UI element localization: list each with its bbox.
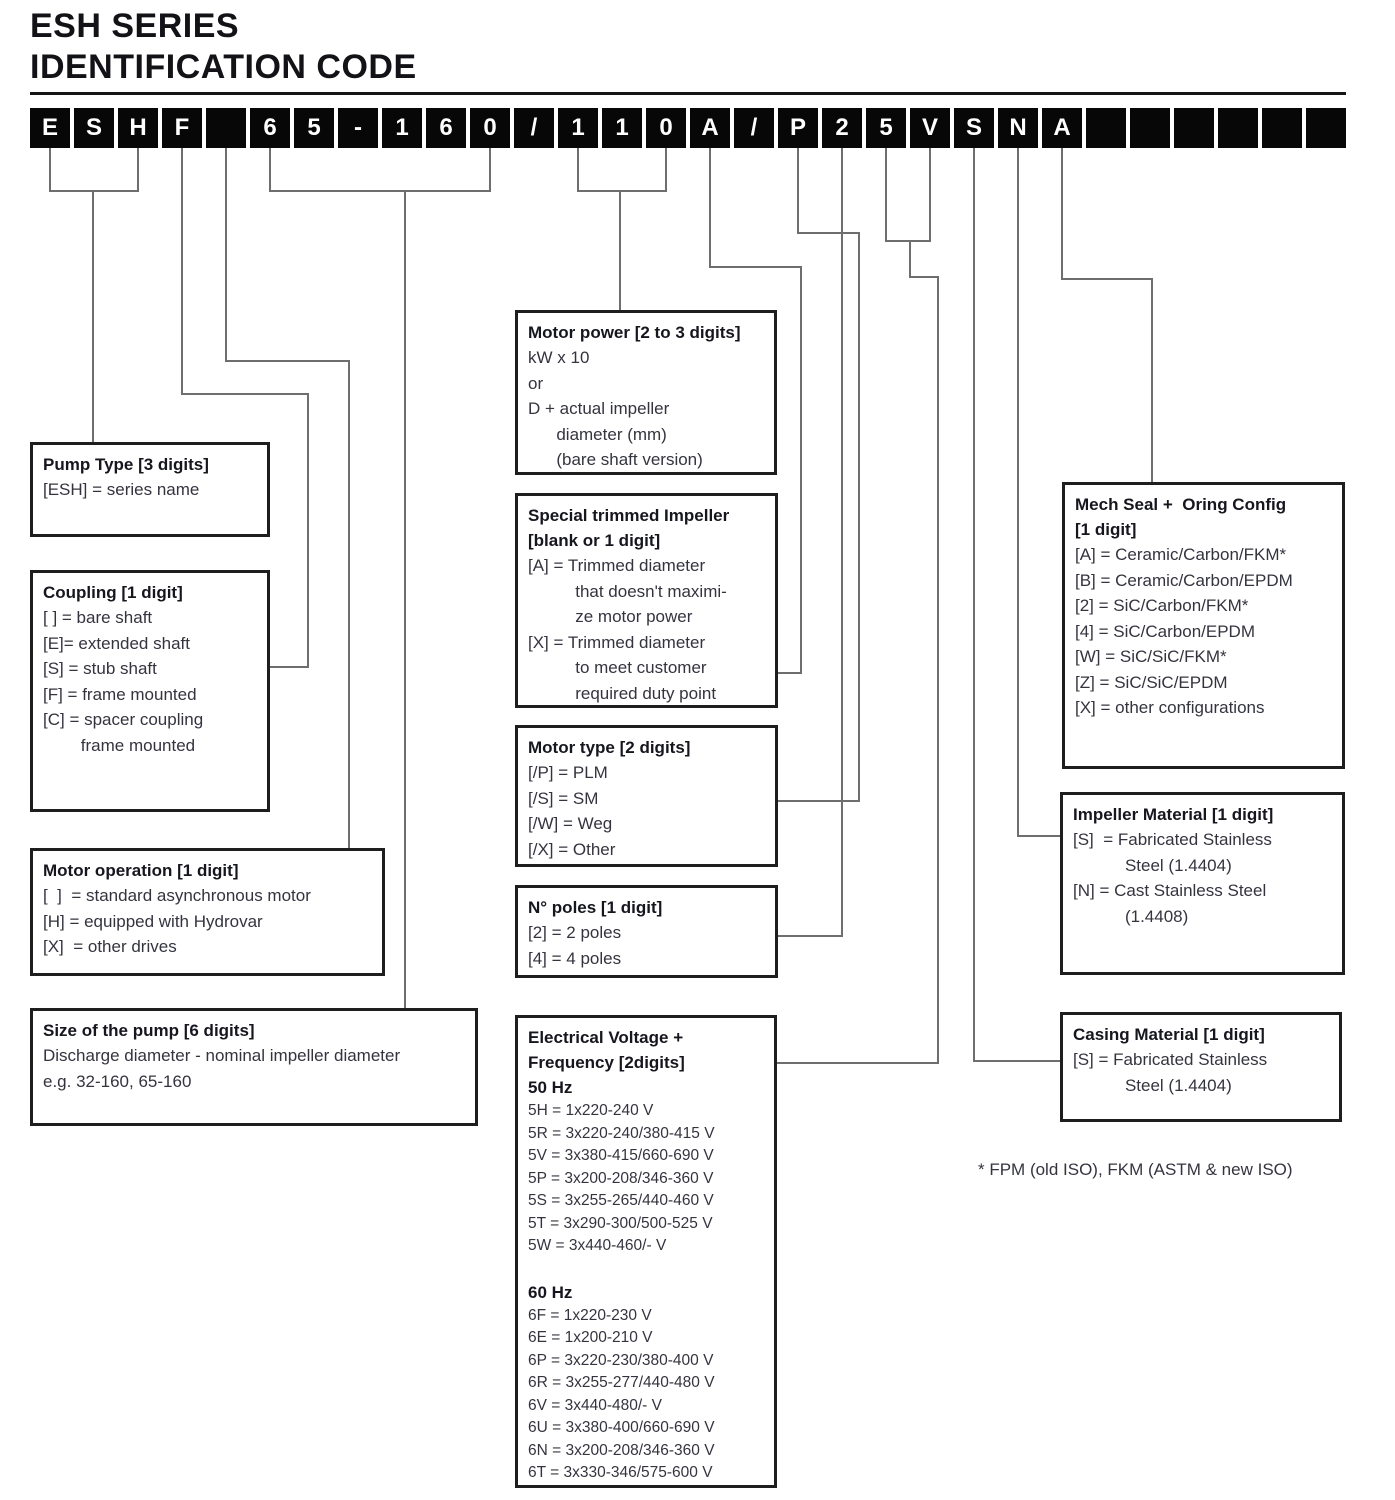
text-line: or bbox=[528, 373, 544, 393]
text-line: kW x 10 bbox=[528, 348, 590, 367]
box-title: Casing Material [1 digit] bbox=[1073, 1025, 1265, 1044]
connector-line bbox=[225, 148, 227, 362]
code-cell: F bbox=[162, 108, 202, 148]
connector-line bbox=[858, 232, 860, 802]
code-cell bbox=[1086, 108, 1126, 148]
label-box-coupling bbox=[30, 570, 270, 812]
connector-line bbox=[777, 1062, 939, 1064]
connector-line bbox=[404, 190, 406, 1008]
box-lines bbox=[528, 1100, 766, 1258]
code-cell: V bbox=[910, 108, 950, 148]
text-line: [S] = Fabricated Stainless bbox=[1073, 1050, 1268, 1069]
code-cell: 0 bbox=[470, 108, 510, 148]
connector-line bbox=[225, 360, 350, 362]
box-title: N° poles [1 digit] bbox=[528, 898, 663, 917]
box-title-line2: [1 digit] bbox=[1075, 520, 1137, 539]
connector-line bbox=[619, 190, 621, 310]
footnote: * FPM (old ISO), FKM (ASTM & new ISO) bbox=[978, 1160, 1293, 1179]
box-lines bbox=[43, 883, 374, 960]
connector-line bbox=[348, 360, 350, 848]
box-title: Motor type [2 digits] bbox=[528, 738, 691, 757]
text-line: [N] = Cast Stainless Steel bbox=[1073, 881, 1267, 900]
box-title-line2: Frequency [2digits] bbox=[528, 1053, 685, 1072]
box-title: Motor operation [1 digit] bbox=[43, 861, 239, 880]
box-title: Impeller Material [1 digit] bbox=[1073, 805, 1274, 824]
connector-line bbox=[709, 148, 711, 268]
text-line: [/S] = SM bbox=[528, 788, 599, 808]
box-lines bbox=[528, 553, 767, 706]
connector-line bbox=[1061, 278, 1153, 280]
code-cell: A bbox=[1042, 108, 1082, 148]
box-lines bbox=[43, 477, 259, 503]
text-line: 6T = 3x330-346/575-600 V bbox=[528, 1464, 713, 1481]
connector-line bbox=[937, 276, 939, 1064]
box-lines bbox=[528, 920, 767, 971]
voltage-section-header: 60 Hz bbox=[528, 1282, 573, 1302]
connector-line bbox=[269, 148, 271, 192]
text-line: [/P] = PLM bbox=[528, 763, 608, 782]
text-line: (bare shaft version) bbox=[528, 450, 703, 469]
box-title: Electrical Voltage + bbox=[528, 1028, 684, 1047]
box-lines bbox=[528, 760, 767, 862]
page-title bbox=[30, 6, 417, 88]
code-cell: / bbox=[734, 108, 774, 148]
label-box-pump-type bbox=[30, 442, 270, 537]
text-line: D + actual impeller bbox=[528, 399, 670, 418]
code-cell bbox=[1130, 108, 1170, 148]
connector-line bbox=[92, 190, 94, 442]
page-title-line1: ESH SERIES bbox=[30, 7, 240, 45]
text-line: [H] = equipped with Hydrovar bbox=[43, 911, 263, 931]
text-line: [F] = frame mounted bbox=[43, 684, 197, 704]
text-line: 5P = 3x200-208/346-360 V bbox=[528, 1169, 714, 1187]
text-line: 5H = 1x220-240 V bbox=[528, 1102, 654, 1119]
code-cell: S bbox=[954, 108, 994, 148]
text-line: that doesn't maximi- bbox=[528, 581, 727, 601]
page-title-line2: IDENTIFICATION CODE bbox=[30, 48, 417, 86]
connector-line bbox=[909, 240, 911, 278]
text-line: [X] = Trimmed diameter bbox=[528, 632, 706, 652]
connector-line bbox=[181, 393, 309, 395]
box-lines bbox=[528, 1305, 766, 1485]
connector-line bbox=[841, 148, 843, 937]
code-cell: 1 bbox=[558, 108, 598, 148]
code-cell: 5 bbox=[866, 108, 906, 148]
code-cell: 6 bbox=[250, 108, 290, 148]
text-line: to meet customer bbox=[528, 658, 707, 677]
connector-line bbox=[181, 148, 183, 395]
text-line: e.g. 32-160, 65-160 bbox=[43, 1071, 192, 1091]
connector-line bbox=[137, 148, 139, 192]
label-box-motor-power bbox=[515, 310, 777, 475]
label-box-poles bbox=[515, 885, 778, 978]
text-line: 6R = 3x255-277/440-480 V bbox=[528, 1374, 715, 1391]
code-cell: S bbox=[74, 108, 114, 148]
text-line: required duty point bbox=[528, 683, 717, 703]
text-line: [/X] = Other bbox=[528, 839, 616, 859]
box-title: Size of the pump [6 digits] bbox=[43, 1021, 255, 1040]
text-line: [ ] = standard asynchronous motor bbox=[43, 886, 311, 905]
text-line: 5T = 3x290-300/500-525 V bbox=[528, 1214, 713, 1232]
connector-line bbox=[885, 148, 887, 242]
code-cell bbox=[1262, 108, 1302, 148]
text-line: 6N = 3x200-208/346-360 V bbox=[528, 1441, 715, 1459]
connector-line bbox=[778, 935, 843, 937]
connector-line bbox=[1061, 148, 1063, 280]
text-line: [E]= extended shaft bbox=[43, 633, 190, 653]
text-line: 5R = 3x220-240/380-415 V bbox=[528, 1124, 715, 1142]
text-line: 6V = 3x440-480/- V bbox=[528, 1396, 662, 1414]
text-line: [B] = Ceramic/Carbon/EPDM bbox=[1075, 570, 1293, 590]
connector-line bbox=[778, 800, 860, 802]
connector-line bbox=[800, 266, 802, 674]
connector-line bbox=[49, 148, 51, 192]
label-box-voltage bbox=[515, 1015, 777, 1488]
connector-line bbox=[577, 148, 579, 192]
box-title: Special trimmed Impeller bbox=[528, 506, 730, 525]
text-line: 5W = 3x440-460/- V bbox=[528, 1237, 667, 1254]
text-line: Discharge diameter - nominal impeller diameter bbox=[43, 1046, 401, 1065]
box-title-line2: [blank or 1 digit] bbox=[528, 531, 661, 550]
text-line: Steel (1.4404) bbox=[1073, 1075, 1232, 1095]
label-box-casing-material bbox=[1060, 1012, 1342, 1122]
code-cell: E bbox=[30, 108, 70, 148]
code-cell: H bbox=[118, 108, 158, 148]
connector-line bbox=[709, 266, 802, 268]
text-line: [2] = SiC/Carbon/FKM* bbox=[1075, 596, 1249, 615]
text-line: 5V = 3x380-415/660-690 V bbox=[528, 1147, 714, 1164]
connector-line bbox=[929, 148, 931, 242]
box-title: Mech Seal + Oring Config bbox=[1075, 495, 1287, 514]
code-cell: N bbox=[998, 108, 1038, 148]
label-box-motor-operation bbox=[30, 848, 385, 976]
text-line: [X] = other drives bbox=[43, 937, 177, 956]
label-box-impeller-material bbox=[1060, 792, 1345, 975]
code-cell: - bbox=[338, 108, 378, 148]
voltage-section-60hz bbox=[528, 1280, 766, 1485]
code-cell: P bbox=[778, 108, 818, 148]
voltage-section-50hz bbox=[528, 1075, 766, 1258]
connector-line bbox=[489, 148, 491, 192]
code-cell: 1 bbox=[602, 108, 642, 148]
text-line: [4] = SiC/Carbon/EPDM bbox=[1075, 621, 1255, 641]
text-line: (1.4408) bbox=[1073, 906, 1189, 926]
connector-line bbox=[1017, 148, 1019, 837]
code-cell bbox=[1218, 108, 1258, 148]
box-lines bbox=[1073, 1047, 1331, 1098]
connector-line bbox=[885, 240, 931, 242]
connector-line bbox=[269, 190, 491, 192]
connector-line bbox=[307, 393, 309, 668]
text-line: [/W] = Weg bbox=[528, 814, 613, 833]
connector-line bbox=[778, 672, 802, 674]
text-line: [4] = 4 poles bbox=[528, 948, 622, 968]
text-line: [S] = stub shaft bbox=[43, 659, 157, 678]
text-line: [X] = other configurations bbox=[1075, 698, 1265, 717]
code-cell bbox=[1174, 108, 1214, 148]
code-cell: A bbox=[690, 108, 730, 148]
connector-line bbox=[797, 148, 799, 234]
connector-line bbox=[909, 276, 939, 278]
box-title: Coupling [1 digit] bbox=[43, 583, 183, 602]
voltage-section-header: 50 Hz bbox=[528, 1078, 573, 1097]
divider-rule bbox=[30, 92, 1346, 95]
box-lines bbox=[1073, 827, 1334, 929]
text-line: [Z] = SiC/SiC/EPDM bbox=[1075, 672, 1228, 692]
text-line: Steel (1.4404) bbox=[1073, 855, 1232, 875]
text-line: 6E = 1x200-210 V bbox=[528, 1329, 653, 1346]
code-cell bbox=[1306, 108, 1346, 148]
code-cell bbox=[206, 108, 246, 148]
text-line: [W] = SiC/SiC/FKM* bbox=[1075, 647, 1227, 666]
text-line: [C] = spacer coupling bbox=[43, 710, 204, 729]
text-line: diameter (mm) bbox=[528, 424, 667, 444]
code-cell: 6 bbox=[426, 108, 466, 148]
text-line: [ESH] = series name bbox=[43, 480, 200, 499]
box-lines bbox=[43, 605, 259, 758]
box-lines bbox=[528, 345, 766, 473]
code-character-row bbox=[30, 108, 1346, 148]
code-cell: 1 bbox=[382, 108, 422, 148]
text-line: [ ] = bare shaft bbox=[43, 608, 153, 627]
code-cell: 2 bbox=[822, 108, 862, 148]
text-line: 6F = 1x220-230 V bbox=[528, 1306, 652, 1324]
label-box-pump-size bbox=[30, 1008, 478, 1126]
connector-line bbox=[973, 148, 975, 1062]
connector-line bbox=[973, 1060, 1062, 1062]
code-cell: / bbox=[514, 108, 554, 148]
connector-line bbox=[1017, 835, 1062, 837]
box-title: Pump Type [3 digits] bbox=[43, 455, 209, 474]
text-line: 6U = 3x380-400/660-690 V bbox=[528, 1419, 715, 1436]
connector-line bbox=[270, 666, 309, 668]
connector-line bbox=[665, 148, 667, 192]
text-line: frame mounted bbox=[43, 735, 196, 755]
text-line: [A] = Ceramic/Carbon/FKM* bbox=[1075, 545, 1287, 564]
text-line: 6P = 3x220-230/380-400 V bbox=[528, 1351, 714, 1369]
text-line: ze motor power bbox=[528, 607, 693, 626]
connector-line bbox=[797, 232, 860, 234]
box-lines bbox=[1075, 542, 1334, 721]
box-title: Motor power [2 to 3 digits] bbox=[528, 323, 741, 342]
label-box-motor-type bbox=[515, 725, 778, 867]
connector-line bbox=[577, 190, 667, 192]
code-cell: 5 bbox=[294, 108, 334, 148]
text-line: [2] = 2 poles bbox=[528, 923, 622, 942]
box-lines bbox=[43, 1043, 467, 1094]
label-box-mech-seal bbox=[1062, 482, 1345, 769]
text-line: [S] = Fabricated Stainless bbox=[1073, 830, 1272, 849]
label-box-special-impeller bbox=[515, 493, 778, 708]
spacer bbox=[528, 1258, 766, 1280]
connector-line bbox=[49, 190, 139, 192]
connector-line bbox=[1151, 278, 1153, 484]
text-line: 5S = 3x255-265/440-460 V bbox=[528, 1192, 714, 1209]
code-cell: 0 bbox=[646, 108, 686, 148]
text-line: [A] = Trimmed diameter bbox=[528, 556, 706, 575]
